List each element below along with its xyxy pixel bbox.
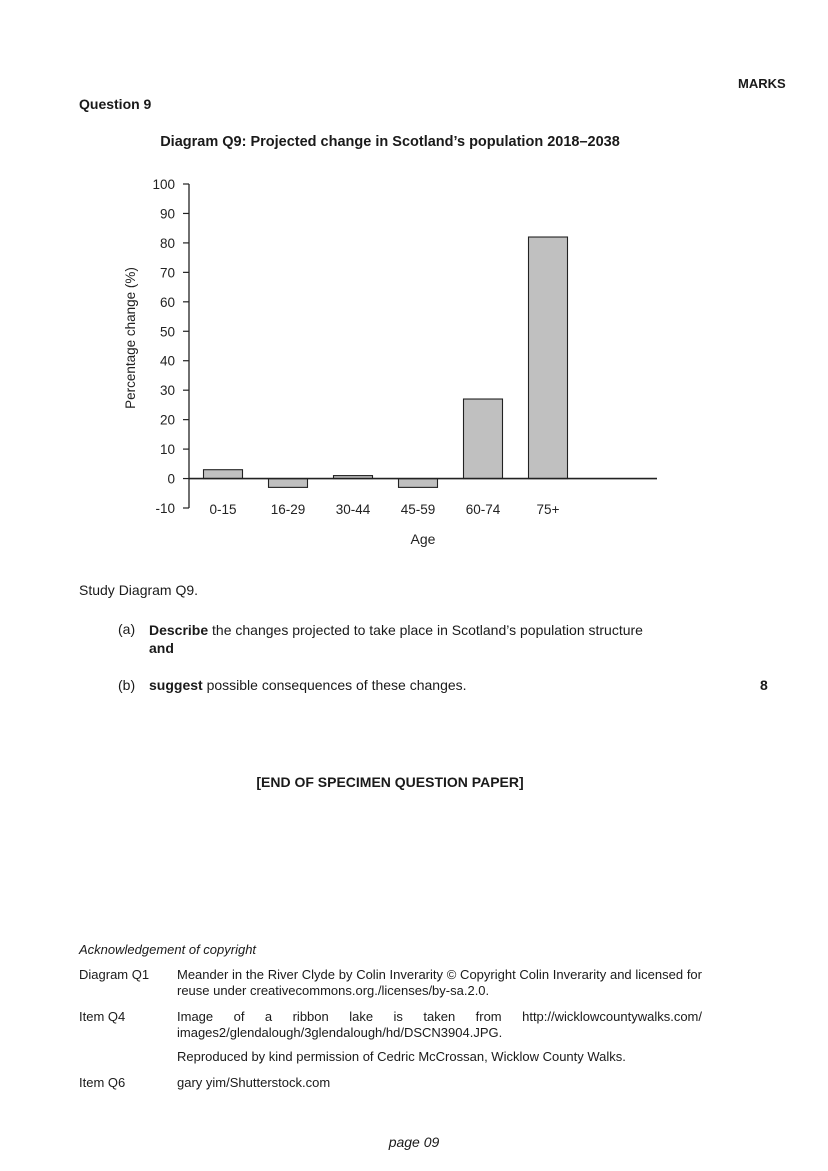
x-tick-label: 16-29 xyxy=(270,502,306,517)
x-axis-title: Age xyxy=(410,531,436,547)
part-a-and: and xyxy=(149,640,174,656)
y-axis-title: Percentage change (%) xyxy=(123,267,138,409)
ack-item-text: Reproduced by kind permission of Cedric McCrossan, Wicklow County Walks. xyxy=(177,1049,626,1064)
y-tick-label: 80 xyxy=(159,235,175,251)
ack-item-label: Item Q6 xyxy=(79,1075,126,1090)
part-a-command-word: Describe xyxy=(149,622,209,638)
y-tick-label: 0 xyxy=(167,471,175,487)
y-tick-label: 30 xyxy=(159,383,175,399)
part-a-text xyxy=(149,621,643,657)
page-number: page 09 xyxy=(388,1134,440,1150)
part-b-body: possible consequences of these changes. xyxy=(202,677,467,693)
part-a-body: the changes projected to take place in Scotland’s population structure xyxy=(208,622,643,638)
marks-column-label: MARKS xyxy=(738,76,786,91)
question-title: Question 9 xyxy=(79,96,152,112)
x-tick-label: 60-74 xyxy=(465,502,501,517)
y-tick-label: 70 xyxy=(159,265,175,281)
x-tick-label: 0-15 xyxy=(209,502,237,517)
y-tick-label: 10 xyxy=(159,442,175,458)
ack-item-text: Image of a ribbon lake is taken from http://wicklowcountywalks.com/ images2/glendalough/3glendalough/hd/DSCN3904.JPG. xyxy=(177,1009,702,1040)
part-b-text xyxy=(149,677,467,693)
x-tick-label: 30-44 xyxy=(335,502,371,517)
ack-item-label: Item Q4 xyxy=(79,1009,126,1024)
question-marks: 8 xyxy=(760,677,768,693)
y-tick-label: 100 xyxy=(152,177,175,192)
part-b-command-word: suggest xyxy=(149,677,203,693)
y-tick-label: -10 xyxy=(155,501,175,516)
y-tick-label: 20 xyxy=(159,412,175,428)
bar-16-29 xyxy=(269,479,308,488)
y-tick-label: 90 xyxy=(159,206,175,222)
acknowledgement-heading: Acknowledgement of copyright xyxy=(79,942,257,957)
bar-45-59 xyxy=(399,479,438,488)
x-tick-label: 75+ xyxy=(536,502,560,517)
end-of-paper: [END OF SPECIMEN QUESTION PAPER] xyxy=(256,774,524,790)
population-change-chart xyxy=(0,0,828,560)
ack-item-text: gary yim/Shutterstock.com xyxy=(177,1075,331,1090)
study-instruction: Study Diagram Q9. xyxy=(79,582,199,598)
part-a-label: (a) xyxy=(118,621,136,637)
bar-0-15 xyxy=(204,470,243,479)
part-b-label: (b) xyxy=(118,677,136,693)
ack-item-text: Meander in the River Clyde by Colin Inverarity © Copyright Colin Inverarity and licensed for reuse under creativecommons.org./licenses/by-sa.2.0. xyxy=(177,967,702,998)
y-tick-label: 40 xyxy=(159,353,175,369)
chart-title: Diagram Q9: Projected change in Scotland’s population 2018–2038 xyxy=(160,134,620,150)
ack-item-label: Diagram Q1 xyxy=(79,967,150,982)
y-tick-label: 60 xyxy=(159,294,175,310)
x-tick-label: 45-59 xyxy=(400,502,436,517)
bar-75+ xyxy=(529,237,568,479)
y-tick-label: 50 xyxy=(159,324,175,340)
bar-60-74 xyxy=(464,399,503,479)
